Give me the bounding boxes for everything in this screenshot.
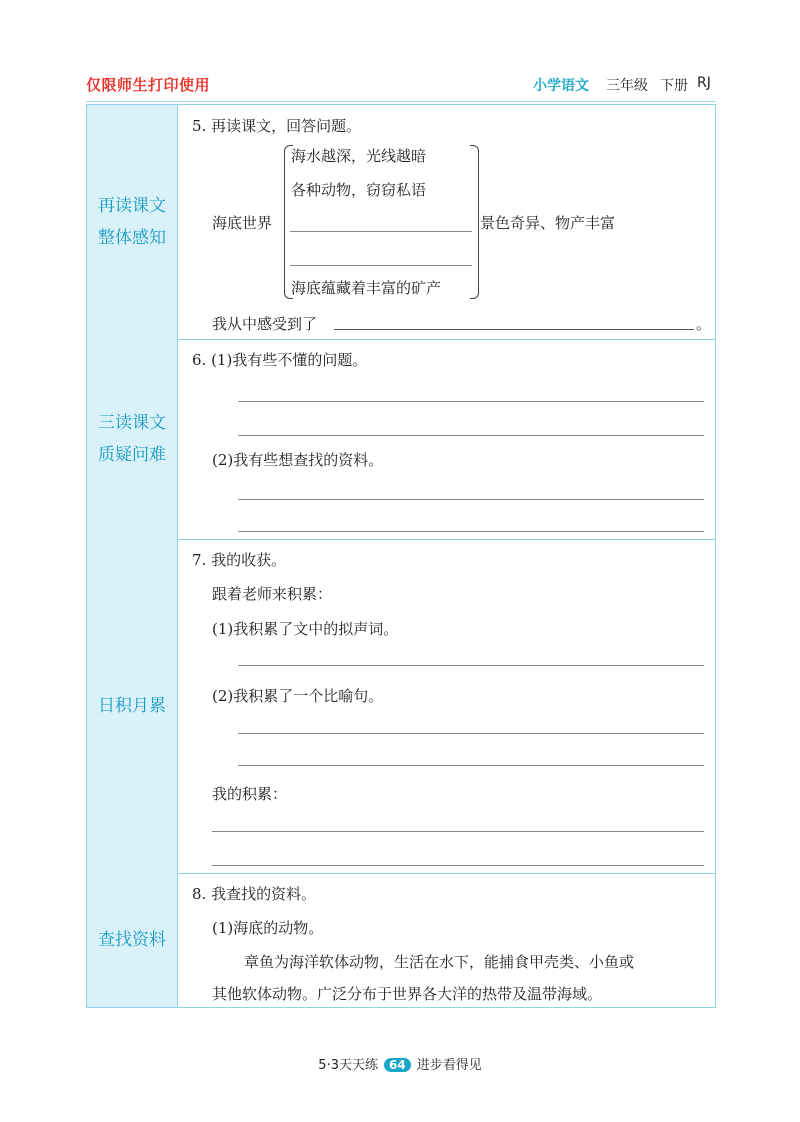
answer-line[interactable] — [238, 733, 704, 734]
answer-line[interactable] — [238, 499, 704, 500]
answer-line[interactable] — [238, 665, 704, 666]
question-7-title: 7. 我的收获。 — [192, 551, 287, 569]
question-7-mine: 我的积累： — [212, 785, 288, 803]
section-label: 再读课文 整体感知 — [98, 196, 166, 248]
answer-line[interactable] — [238, 435, 704, 436]
brace-blank-line[interactable] — [290, 265, 472, 266]
footer-slogan: 进步看得见 — [416, 1058, 482, 1073]
answer-line[interactable] — [238, 401, 704, 402]
section-content — [178, 339, 715, 539]
question-6-title: 6. (1)我有些不懂的问题。 — [192, 351, 368, 369]
section-label-cell — [87, 339, 178, 539]
feel-prefix: 我从中感受到了 — [212, 315, 318, 333]
section-reread — [87, 105, 715, 340]
answer-line[interactable] — [238, 765, 704, 766]
feel-suffix: 。 — [696, 315, 712, 333]
answer-line[interactable] — [212, 831, 704, 832]
research-paragraph-line: 其他软体动物。广泛分布于世界各大洋的热带及温带海域。 — [212, 985, 603, 1003]
question-5-title: 5. 再读课文，回答问题。 — [192, 117, 362, 135]
brace-item: 海水越深，光线越暗 — [291, 147, 427, 165]
section-label-cell — [87, 105, 178, 339]
section-research — [87, 873, 715, 1007]
watermark-text: 仅限师生打印使用 — [86, 76, 211, 94]
question-6-sub2: (2)我有些想查找的资料。 — [212, 451, 384, 469]
brace-left-label: 海底世界 — [212, 214, 273, 232]
question-8-sub1: (1)海底的动物。 — [212, 919, 324, 937]
volume-label: 下册 — [660, 78, 688, 94]
brace-blank-line[interactable] — [290, 231, 472, 232]
footer — [0, 1054, 800, 1073]
section-label: 日积月累 — [98, 696, 166, 716]
answer-line[interactable] — [238, 531, 704, 532]
header-divider — [86, 101, 716, 102]
brace-item: 海底蕴藏着丰富的矿产 — [291, 279, 442, 297]
right-brace — [470, 145, 479, 299]
brace-right-label: 景色奇异、物产丰富 — [480, 214, 616, 232]
section-content — [178, 873, 715, 1007]
question-7-sub1: (1)我积累了文中的拟声词。 — [212, 620, 399, 638]
section-content — [178, 105, 715, 339]
section-label: 查找资料 — [98, 930, 166, 950]
edition-label: RJ — [697, 75, 711, 91]
section-content — [178, 539, 715, 873]
page-number-badge: 64 — [384, 1058, 411, 1072]
question-8-title: 8. 我查找的资料。 — [192, 885, 317, 903]
left-brace — [284, 145, 293, 299]
section-question — [87, 339, 715, 540]
subject-label: 小学语文 — [533, 78, 589, 94]
section-label: 三读课文 质疑问难 — [98, 413, 166, 465]
section-label-cell — [87, 873, 178, 1007]
footer-brand: 5·3天天练 — [318, 1058, 378, 1073]
answer-line[interactable] — [212, 865, 704, 866]
feel-answer-line[interactable] — [334, 329, 694, 330]
question-7-follow: 跟着老师来积累： — [212, 585, 333, 603]
section-accumulate — [87, 539, 715, 874]
section-label-cell — [87, 539, 178, 873]
research-paragraph-line: 章鱼为海洋软体动物，生活在水下，能捕食甲壳类、小鱼或 — [244, 953, 635, 971]
worksheet-table — [86, 104, 716, 1008]
brace-item: 各种动物，窃窃私语 — [291, 181, 427, 199]
grade-label: 三年级 — [606, 78, 648, 94]
question-7-sub2: (2)我积累了一个比喻句。 — [212, 687, 384, 705]
